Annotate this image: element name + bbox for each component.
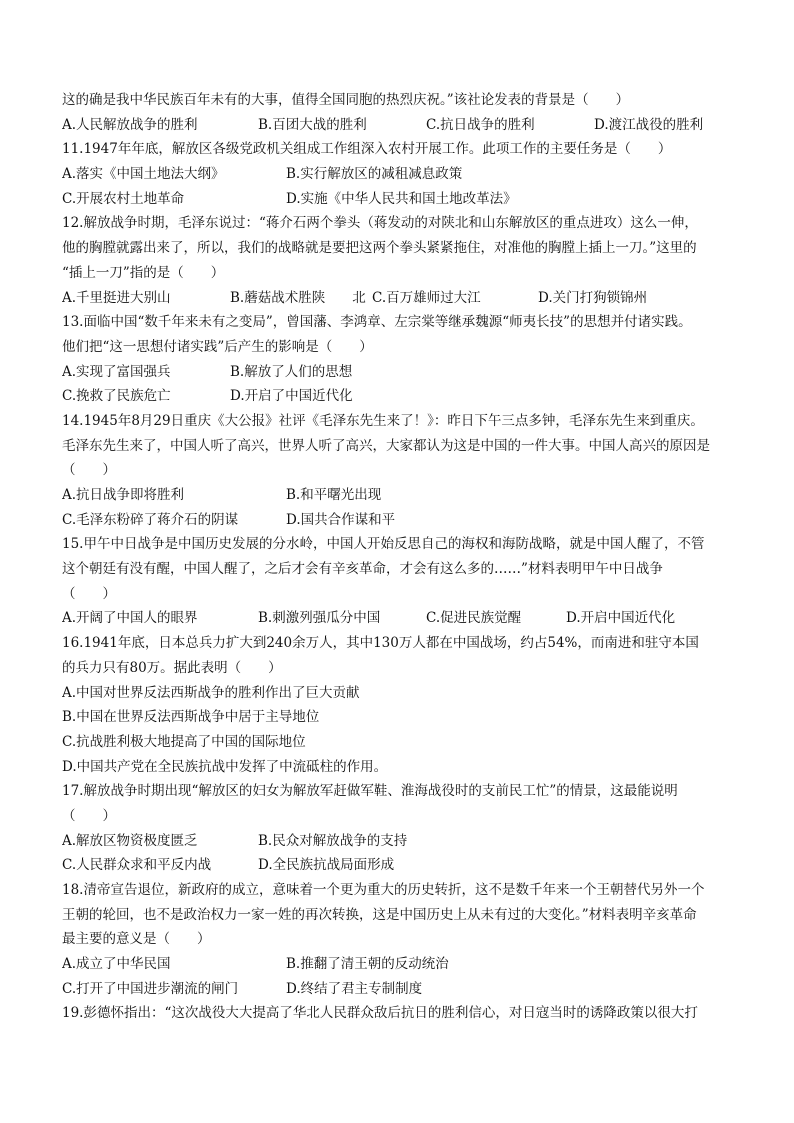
q18-stem-line2: 王朝的轮回，也不是政治权力一家一姓的再次转换，这是中国历史上从未有过的大变化。”材料表明辛亥革命 xyxy=(62,906,697,923)
q17-answer-blank: （ ） xyxy=(62,807,116,824)
q11-stem: 11.1947年年底，解放区各级党政机关组成工作组深入农村开展工作。此项工作的主要任务是（ ） xyxy=(62,141,672,158)
q10-option-a[interactable]: A.人民解放战争的胜利 xyxy=(62,116,198,133)
q17-option-c[interactable]: C.人民群众求和平反内战 xyxy=(62,857,212,874)
q12-option-b[interactable]: B.蘑菇战术胜陕 北 xyxy=(230,289,366,306)
q19-stem-line1: 19.彭德怀指出：“这次战役大大提高了华北人民群众敌后抗日的胜利信心，对日寇当时的诱降政策以很大打 xyxy=(62,1005,698,1022)
q15-option-b[interactable]: B.刺激列强瓜分中国 xyxy=(258,610,381,627)
q18-option-b[interactable]: B.推翻了清王朝的反动统治 xyxy=(286,956,449,973)
q13-option-b[interactable]: B.解放了人们的思想 xyxy=(230,363,353,380)
q12-stem-line3: “插上一刀”指的是（ ） xyxy=(62,264,225,281)
q10-option-c[interactable]: C.抗日战争的胜利 xyxy=(426,116,535,133)
q16-stem-line1: 16.1941年底，日本总兵力扩大到240余万人，其中130万人都在中国战场，约占54%，而南进和驻守本国 xyxy=(62,635,699,652)
q14-option-b[interactable]: B.和平曙光出现 xyxy=(286,487,382,503)
q14-answer-blank: （ ） xyxy=(62,462,116,479)
q18-stem-line1: 18.清帝宣告退位，新政府的成立，意味着一个更为重大的历史转折，这不是数千年来一个王朝替代另外一个 xyxy=(62,882,705,898)
q18-options-cd xyxy=(62,977,742,1002)
q11-option-b[interactable]: B.实行解放区的减租减息政策 xyxy=(286,166,463,183)
q18-stem-line3: 最主要的意义是（ ） xyxy=(62,931,211,948)
q15-option-c[interactable]: C.促进民族觉醒 xyxy=(426,610,522,627)
q16-stem-line2: 的兵力只有80万。据此表明（ ） xyxy=(62,659,282,676)
q13-option-d[interactable]: D.开启了中国近代化 xyxy=(230,388,353,405)
q18-option-c[interactable]: C.打开了中国进步潮流的闸门 xyxy=(62,980,239,997)
q15-stem-line2: 这个朝廷有没有醒，中国人醒了，之后才会有辛亥革命，才会有这么多的……”材料表明甲午中日战争 xyxy=(62,561,663,578)
q12-stem-line2: 他的胸膛就露出来了，所以，我们的战略就是要把这两个拳头紧紧拖住，对准他的胸膛上插上一刀。”这里的 xyxy=(62,240,697,257)
q11-options-ab xyxy=(62,162,742,187)
q10-options xyxy=(62,113,742,138)
q11-option-c[interactable]: C.开展农村土地革命 xyxy=(62,190,185,207)
q11-options-cd xyxy=(62,187,742,212)
q17-option-a[interactable]: A.解放区物资极度匮乏 xyxy=(62,832,198,849)
q13-stem-line2: 他们把“这一思想付诸实践”后产生的影响是（ ） xyxy=(62,338,373,355)
q14-stem-line1: 14.1945年8月29日重庆《大公报》社评《毛泽东先生来了！》：昨日下午三点多钟，毛泽东先生来到重庆。 xyxy=(62,412,704,429)
q11-option-d[interactable]: D.实施《中华人民共和国土地改革法》 xyxy=(286,190,517,207)
q10-option-b[interactable]: B.百团大战的胜利 xyxy=(258,116,367,133)
q12-option-a[interactable]: A.千里挺进大别山 xyxy=(62,289,171,306)
q12-option-c[interactable]: C.百万雄师过大江 xyxy=(372,289,481,306)
q14-options-cd xyxy=(62,508,742,533)
q13-option-c[interactable]: C.挽救了民族危亡 xyxy=(62,388,171,405)
q14-option-d[interactable]: D.国共合作谋和平 xyxy=(286,511,396,528)
q13-options-ab xyxy=(62,360,742,385)
question-list xyxy=(62,88,742,1026)
q13-options-cd xyxy=(62,384,742,409)
q12-stem-line1: 12.解放战争时期，毛泽东说过：“蒋介石两个拳头（蒋发动的对陕北和山东解放区的重点进攻）这么一伸， xyxy=(62,215,698,232)
q15-answer-blank: （ ） xyxy=(62,585,116,602)
q12-option-d[interactable]: D.关门打狗锁锦州 xyxy=(538,289,648,306)
q18-option-a[interactable]: A.成立了中华民国 xyxy=(62,956,171,973)
q16-option-a[interactable]: A.中国对世界反法西斯战争的胜利作出了巨大贡献 xyxy=(62,684,360,701)
q18-option-d[interactable]: D.终结了君主专制制度 xyxy=(286,980,423,997)
q10-option-d[interactable]: D.渡江战役的胜利 xyxy=(594,116,704,133)
q15-option-d[interactable]: D.开启中国近代化 xyxy=(566,610,676,627)
q18-options-ab xyxy=(62,952,742,977)
q13-option-a[interactable]: A.实现了富国强兵 xyxy=(62,363,171,380)
q13-stem-line1: 13.面临中国“数千年来未有之变局”，曾国藩、李鸿章、左宗棠等继承魏源“师夷长技”的思想并付诸实践。 xyxy=(62,314,692,331)
q12-options xyxy=(62,286,742,311)
q16-option-d[interactable]: D.中国共产党在全民族抗战中发挥了中流砥柱的作用。 xyxy=(62,758,388,775)
q15-stem-line1: 15.甲午中日战争是中国历史发展的分水岭，中国人开始反思自己的海权和海防战略，就是中国人醒了，不管 xyxy=(62,536,705,553)
q15-options xyxy=(62,606,742,631)
q14-option-a[interactable]: A.抗日战争即将胜利 xyxy=(62,487,185,503)
q17-options-ab xyxy=(62,829,742,854)
q11-option-a[interactable]: A.落实《中国土地法大纲》 xyxy=(62,166,225,183)
q15-option-a[interactable]: A.开阔了中国人的眼界 xyxy=(62,610,198,627)
q14-options-ab xyxy=(62,483,742,508)
q16-option-b[interactable]: B.中国在世界反法西斯战争中居于主导地位 xyxy=(62,709,320,726)
q14-stem-line2: 毛泽东先生来了，中国人听了高兴，世界人听了高兴，大家都认为这是中国的一件大事。中国人高兴的原因是 xyxy=(62,437,710,454)
q10-stem-tail: 这的确是我中华民族百年未有的大事，值得全国同胞的热烈庆祝。”该社论发表的背景是（ ） xyxy=(62,92,630,108)
q16-option-c[interactable]: C.抗战胜利极大地提高了中国的国际地位 xyxy=(62,733,306,750)
q14-option-c[interactable]: C.毛泽东粉碎了蒋介石的阴谋 xyxy=(62,511,239,528)
q17-option-d[interactable]: D.全民族抗战局面形成 xyxy=(258,857,395,874)
q17-option-b[interactable]: B.民众对解放战争的支持 xyxy=(258,832,408,849)
q17-stem: 17.解放战争时期出现“解放区的妇女为解放军赶做军鞋、淮海战役时的支前民工忙”的情景，这最能说明 xyxy=(62,783,678,800)
q17-options-cd xyxy=(62,853,742,878)
